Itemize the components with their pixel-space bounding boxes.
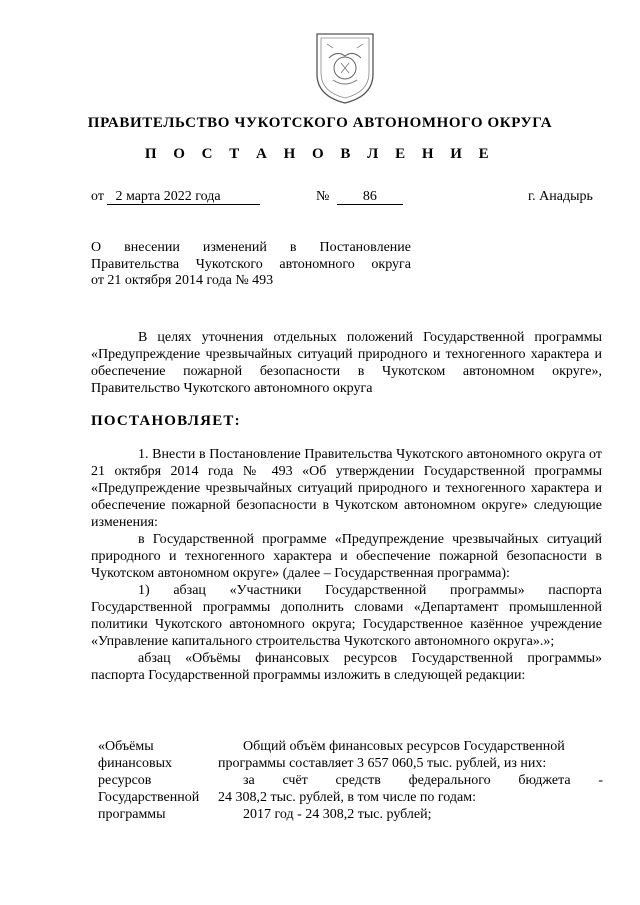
table-value-line: программы составляет 3 657 060,5 тыс. рублей, из них: xyxy=(218,756,547,771)
table-value-line: 24 308,2 тыс. рублей, в том числе по годам: xyxy=(218,790,476,805)
document-type: П О С Т А Н О В Л Е Н И Е xyxy=(144,146,496,162)
number-value: 86 xyxy=(337,189,403,205)
coat-of-arms-icon xyxy=(311,30,379,106)
subject-line: О внесении изменений в Постановление xyxy=(91,240,411,255)
place: г. Анадырь xyxy=(528,189,593,204)
table-label-line: финансовых xyxy=(98,756,172,771)
main-text xyxy=(91,446,602,684)
table-value-line: Общий объём финансовых ресурсов Государственной xyxy=(243,739,565,754)
table-label-line: Государственной xyxy=(98,790,200,805)
table-value-line: 2017 год - 24 308,2 тыс. рублей; xyxy=(243,807,432,822)
number-line xyxy=(316,189,403,205)
subject-block xyxy=(91,240,411,290)
number-prefix: № xyxy=(316,189,330,204)
subitem-1: 1) абзац «Участники Государственной программы» паспорта Государственной программы дополнить словами «Департамент промышленной политики Чукотского автономного округа; Государственное казённое учреждение «Управление капитального строительства Чукотского автономного округа».»; xyxy=(91,583,602,649)
finance-table-label xyxy=(98,738,216,823)
item-1: 1. Внести в Постановление Правительства Чукотского автономного округа от 21 октября 2014 года № 493 «Об утверждении Государственной программы «Предупреждение чрезвычайных ситуаций природного и техногенного характера и обеспечение пожарной безопасности в Чукотском автономном округе» следующие изменения: xyxy=(91,447,602,530)
subitem-1-finance: абзац «Объёмы финансовых ресурсов Государственной программы» паспорта Государственной программы изложить в следующей редакции: xyxy=(91,651,602,683)
finance-table-value xyxy=(218,738,603,823)
table-value-line: за счёт средств федерального бюджета - xyxy=(243,773,603,788)
table-label-line: ресурсов xyxy=(98,773,152,788)
date-prefix: от xyxy=(91,189,104,204)
table-label-line: «Объёмы xyxy=(98,739,154,754)
date-line xyxy=(91,189,260,205)
item-1-program: в Государственной программе «Предупреждение чрезвычайных ситуаций природного и техногенного характера и обеспечение пожарной безопасности в Чукотском автономном округе» (далее – Государственная программа): xyxy=(91,532,602,581)
decrees-heading: ПОСТАНОВЛЯЕТ: xyxy=(91,413,241,429)
subject-line: от 21 октября 2014 года № 493 xyxy=(91,273,274,288)
table-label-line: программы xyxy=(98,807,166,822)
date-value: 2 марта 2022 года xyxy=(107,189,260,205)
subject-line: Правительства Чукотского автономного округа xyxy=(91,256,411,272)
government-title: ПРАВИТЕЛЬСТВО ЧУКОТСКОГО АВТОНОМНОГО ОКРУГА xyxy=(87,115,553,131)
preamble: В целях уточнения отдельных положений Государственной программы «Предупреждение чрезвычайных ситуаций природного и техногенного характера и обеспечение пожарной безопасности в Чукотском автономном округе», Правительство Чукотского автономного округа xyxy=(91,330,602,396)
preamble-block xyxy=(91,329,602,397)
